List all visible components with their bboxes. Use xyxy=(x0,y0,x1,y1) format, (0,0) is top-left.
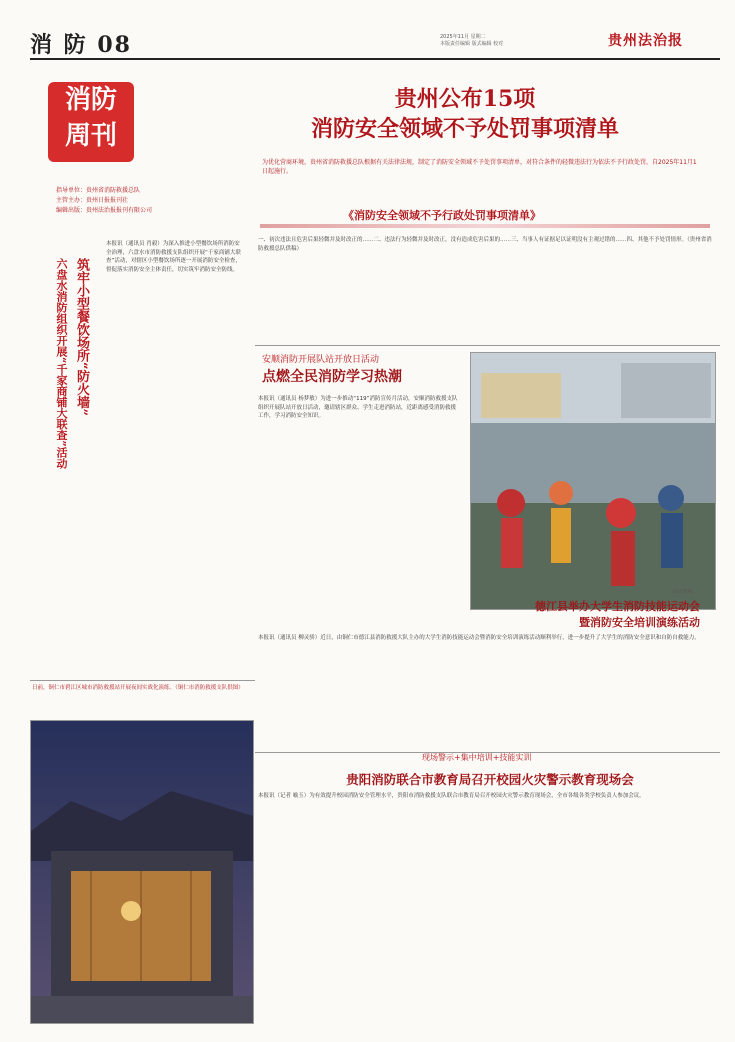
list-title: 《消防安全领域不予行政处罚事项清单》 xyxy=(343,209,541,222)
date-text: 2025年11月 星期二 xyxy=(440,34,486,40)
masthead-line2: 周刊 xyxy=(64,121,117,151)
feature-caption: 活动现场。 xyxy=(672,589,698,595)
masthead-badge xyxy=(48,82,134,162)
credit-sponsor: 主管主办：贵州日报报刊社 xyxy=(56,197,129,204)
title-line1: 贵州公布15项 xyxy=(394,86,536,112)
article-left-title: 六盘水消防组织开展“千家商铺大联查”活动 xyxy=(55,258,68,469)
feature-title: 点燃全民消防学习热潮 xyxy=(262,369,402,385)
feature-body: 本报讯（通讯员 杨梦敏）为进一步推动“119”消防宣传月活动，安顺消防救援支队组织开展队站开放日活动，邀请辖区群众、学生走进消防站，近距离感受消防救援工作，学习消防安全知识。 xyxy=(258,396,458,420)
guiyang-title: 贵阳消防联合市教育局召开校园火灾警示教育现场会 xyxy=(346,772,634,787)
night-rule xyxy=(30,680,255,681)
guiyang-kicker: 现场警示+集中培训+技能实训 xyxy=(422,753,532,762)
feature-kicker: 安顺消防开展队站开放日活动 xyxy=(262,355,380,365)
night-caption: 日前，铜仁市碧江区城市消防救援站开展夜间实战化演练。（铜仁市消防救援支队供图） xyxy=(32,685,244,691)
article-left-subtitle: 筑牢小型餐饮场所“防火墙” xyxy=(74,258,89,416)
dejiang-title-line1: 德江县举办大学生消防技能运动会 xyxy=(535,600,700,613)
header-rule xyxy=(30,58,720,60)
section-label: 消 防 xyxy=(30,32,88,58)
dejiang-title-line2: 暨消防安全培训演练活动 xyxy=(579,616,700,629)
credit-editor: 编辑出版：贵州法治报报刊有限公司 xyxy=(56,207,153,214)
editor-text: 本版责任编辑 版式编辑 校对 xyxy=(440,41,504,47)
credit-director: 指导单位：贵州省消防救援总队 xyxy=(56,187,141,194)
lead-paragraph: 为优化营商环境，贵州省消防救援总队根据有关法律法规，制定了消防安全领域不予处罚事项清单，对符合条件的轻微违法行为依法不予行政处罚，自2025年11月1日起施行。 xyxy=(262,159,697,175)
newspaper-logo: 贵州法治报 xyxy=(608,33,683,49)
section-title xyxy=(30,28,132,59)
dejiang-body: 本报讯（通讯员 柳灵骄）近日，由铜仁市德江县消防救援大队主办的大学生消防技能运动会暨消防安全培训演练活动顺利举行，进一步提升了大学生的消防安全意识和自防自救能力。 xyxy=(258,635,700,641)
article-left-body: 本报讯（通讯员 肖毅）为深入推进小型餐饮场所消防安全治理，六盘水市消防救援支队组织开展“千家商铺大联查”活动，对辖区小型餐饮场所逐一开展消防安全检查，督促落实消防安全主体责任，切实筑牢消防安全防线。 xyxy=(106,241,241,273)
feature-photo xyxy=(470,352,716,610)
title-line2: 消防安全领域不予处罚事项清单 xyxy=(310,116,619,142)
masthead-line1: 消防 xyxy=(64,85,117,115)
date-line xyxy=(440,34,503,48)
page-title xyxy=(300,84,630,144)
page-number: 08 xyxy=(97,32,132,58)
list-body: 一、初次违法且危害后果轻微并及时改正的……二、违法行为轻微并及时改正，没有造成危害后果的……三、当事人有证据足以证明没有主观过错的……四、其他不予处罚情形。（贵州省消防救援总队供稿） xyxy=(258,237,712,252)
night-drill-photo xyxy=(30,720,254,1024)
guiyang-body: 本报讯（记者 喻玉）为有效提升校园消防安全管理水平，贵阳市消防救援支队联合市教育局召开校园火灾警示教育现场会，全市各级各类学校负责人参加会议。 xyxy=(258,793,645,799)
title-banner xyxy=(260,224,710,228)
feature-rule xyxy=(255,345,720,346)
